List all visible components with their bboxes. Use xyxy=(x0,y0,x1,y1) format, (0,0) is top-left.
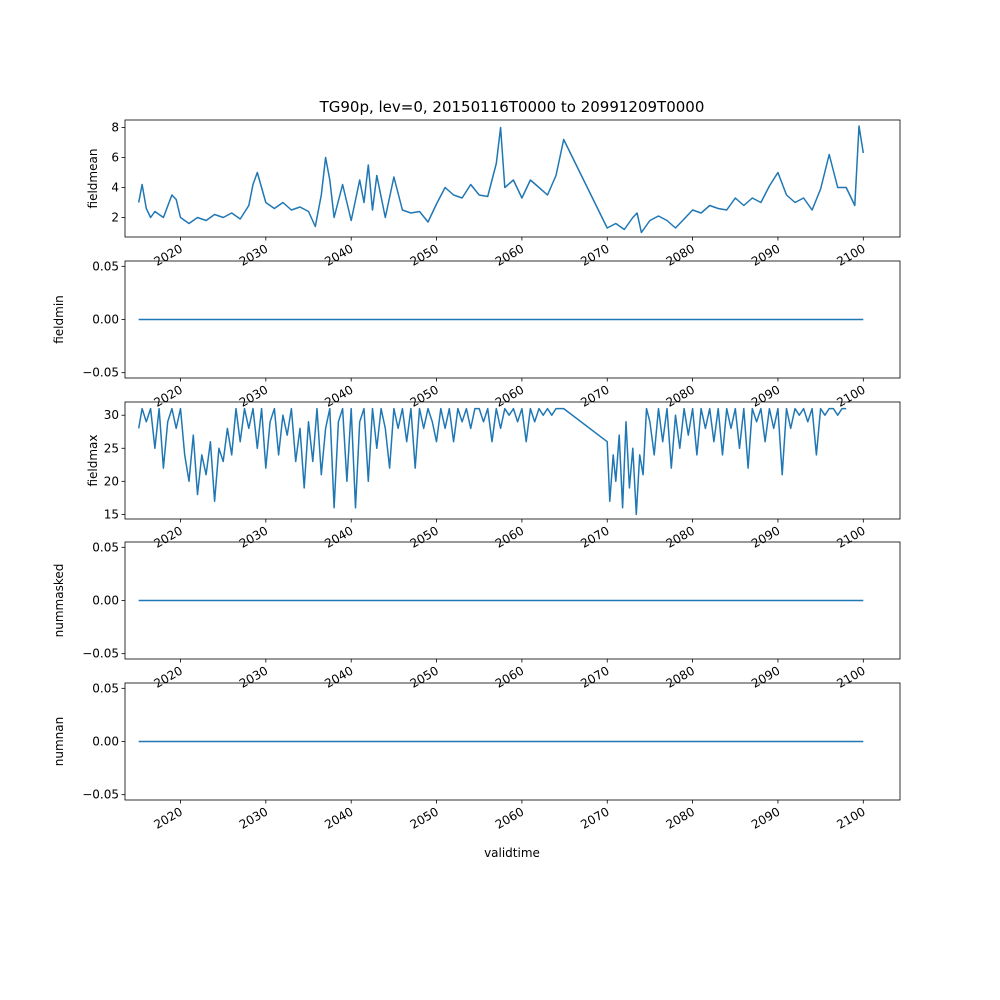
y-axis-label-numnan: numnan xyxy=(52,716,66,767)
x-tick-label: 2070 xyxy=(578,382,612,410)
x-tick-label: 2090 xyxy=(748,241,783,269)
x-tick-label: 2090 xyxy=(748,663,783,691)
y-tick-label: 6 xyxy=(111,150,119,165)
x-tick-label: 2050 xyxy=(407,804,442,832)
x-tick-label: 2100 xyxy=(834,804,868,832)
x-tick-label: 2080 xyxy=(663,523,698,551)
y-tick-label: 8 xyxy=(111,120,119,135)
x-tick-label: 2060 xyxy=(492,804,527,832)
y-tick-label: 2 xyxy=(111,210,119,225)
x-tick-label: 2060 xyxy=(492,382,527,410)
chart-title: TG90p, lev=0, 20150116T0000 to 20991209T0000 xyxy=(319,98,705,116)
y-axis-label-nummasked: nummasked xyxy=(52,563,66,638)
x-tick-label: 2060 xyxy=(492,663,527,691)
y-tick-label: 15 xyxy=(103,507,119,522)
y-tick-label: 0.00 xyxy=(92,734,119,749)
x-tick-label: 2040 xyxy=(322,241,356,269)
x-tick-label: 2020 xyxy=(151,382,185,410)
x-tick-label: 2020 xyxy=(151,663,185,691)
x-tick-label: 2090 xyxy=(748,523,783,551)
x-axis-label: validtime xyxy=(484,846,540,860)
x-tick-label: 2090 xyxy=(748,382,783,410)
x-tick-label: 2040 xyxy=(322,523,356,551)
y-tick-label: 0.05 xyxy=(92,259,119,274)
y-tick-label: −0.05 xyxy=(82,787,119,802)
y-axis-label-fieldmean: fieldmean xyxy=(86,148,100,209)
x-tick-label: 2070 xyxy=(578,523,612,551)
x-tick-label: 2090 xyxy=(748,804,783,832)
x-tick-label: 2080 xyxy=(663,241,698,269)
y-tick-label: 30 xyxy=(103,408,119,423)
x-tick-label: 2100 xyxy=(834,523,868,551)
x-tick-label: 2030 xyxy=(236,804,271,832)
x-tick-label: 2100 xyxy=(834,382,868,410)
x-tick-label: 2020 xyxy=(151,241,185,269)
x-tick-label: 2050 xyxy=(407,523,442,551)
x-tick-label: 2040 xyxy=(322,804,356,832)
x-tick-label: 2080 xyxy=(663,663,698,691)
y-tick-label: 25 xyxy=(103,441,119,456)
x-tick-label: 2080 xyxy=(663,382,698,410)
x-tick-label: 2100 xyxy=(834,241,868,269)
x-tick-label: 2030 xyxy=(236,382,271,410)
y-tick-label: 4 xyxy=(111,180,119,195)
y-tick-label: 0.05 xyxy=(92,540,119,555)
x-tick-label: 2030 xyxy=(236,663,271,691)
y-tick-label: 0.00 xyxy=(92,312,119,327)
x-tick-label: 2030 xyxy=(236,241,271,269)
y-tick-label: 20 xyxy=(103,474,119,489)
x-tick-label: 2060 xyxy=(492,523,527,551)
y-axis-label-fieldmin: fieldmin xyxy=(52,295,66,344)
y-tick-label: 0.00 xyxy=(92,593,119,608)
x-tick-label: 2030 xyxy=(236,523,271,551)
x-tick-label: 2050 xyxy=(407,663,442,691)
x-tick-label: 2020 xyxy=(151,804,185,832)
x-tick-label: 2080 xyxy=(663,804,698,832)
x-tick-label: 2050 xyxy=(407,382,442,410)
x-tick-label: 2050 xyxy=(407,241,442,269)
x-tick-label: 2060 xyxy=(492,241,527,269)
y-tick-label: −0.05 xyxy=(82,646,119,661)
y-axis-label-fieldmax: fieldmax xyxy=(86,434,100,487)
x-tick-label: 2070 xyxy=(578,663,612,691)
x-tick-label: 2070 xyxy=(578,804,612,832)
y-tick-label: 0.05 xyxy=(92,681,119,696)
x-tick-label: 2100 xyxy=(834,663,868,691)
x-tick-label: 2070 xyxy=(578,241,612,269)
x-tick-label: 2020 xyxy=(151,523,185,551)
y-tick-label: −0.05 xyxy=(82,365,119,380)
x-tick-label: 2040 xyxy=(322,663,356,691)
x-tick-label: 2040 xyxy=(322,382,356,410)
